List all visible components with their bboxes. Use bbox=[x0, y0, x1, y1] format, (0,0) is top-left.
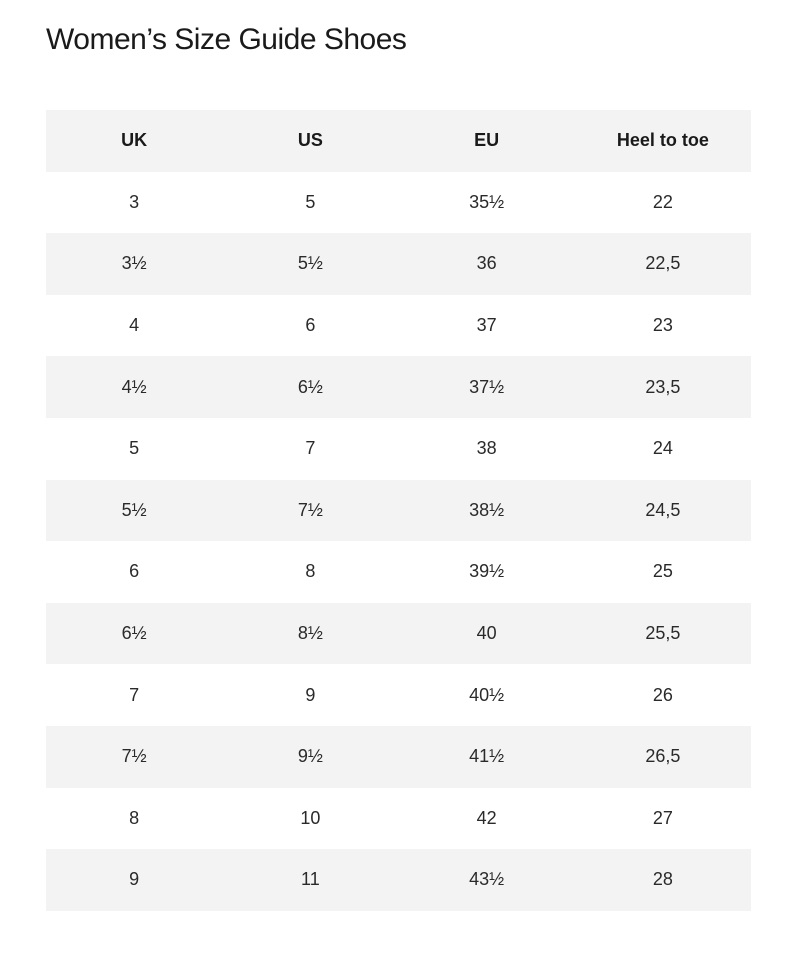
table-header bbox=[46, 110, 751, 172]
cell-eu: 43½ bbox=[469, 869, 505, 890]
table-body bbox=[46, 172, 751, 911]
cell-heel-to-toe: 27 bbox=[652, 807, 673, 828]
cell-us: 8½ bbox=[297, 623, 323, 644]
cell-eu: 38 bbox=[476, 438, 497, 459]
cell-uk: 6½ bbox=[121, 623, 147, 644]
cell-uk: 7½ bbox=[121, 746, 147, 767]
cell-eu: 37½ bbox=[469, 376, 505, 397]
cell-us: 7 bbox=[305, 438, 316, 459]
cell-us: 9 bbox=[305, 684, 316, 705]
table-row bbox=[46, 788, 751, 850]
cell-eu: 35½ bbox=[469, 191, 505, 212]
cell-heel-to-toe: 22 bbox=[652, 191, 673, 212]
size-guide-table bbox=[46, 110, 751, 911]
page-title: Women’s Size Guide Shoes bbox=[46, 23, 407, 56]
cell-heel-to-toe: 26,5 bbox=[645, 746, 681, 767]
table-row bbox=[46, 664, 751, 726]
cell-eu: 37 bbox=[476, 315, 497, 336]
table-row bbox=[46, 295, 751, 357]
table-row bbox=[46, 418, 751, 480]
cell-us: 8 bbox=[305, 561, 316, 582]
table-row bbox=[46, 849, 751, 911]
cell-uk: 5 bbox=[129, 438, 140, 459]
cell-uk: 9 bbox=[129, 869, 140, 890]
cell-uk: 6 bbox=[129, 561, 140, 582]
header-heel-to-toe: Heel to toe bbox=[616, 130, 709, 151]
cell-eu: 40½ bbox=[469, 684, 505, 705]
cell-heel-to-toe: 22,5 bbox=[645, 253, 681, 274]
table-row bbox=[46, 480, 751, 542]
cell-us: 5 bbox=[305, 191, 316, 212]
cell-heel-to-toe: 23,5 bbox=[645, 376, 681, 397]
cell-eu: 41½ bbox=[469, 746, 505, 767]
table-row bbox=[46, 172, 751, 234]
cell-eu: 36 bbox=[476, 253, 497, 274]
cell-us: 11 bbox=[301, 869, 320, 890]
cell-uk: 5½ bbox=[121, 499, 147, 520]
cell-uk: 7 bbox=[129, 684, 140, 705]
cell-uk: 8 bbox=[129, 807, 140, 828]
cell-heel-to-toe: 24,5 bbox=[645, 499, 681, 520]
header-uk: UK bbox=[121, 130, 148, 151]
cell-us: 10 bbox=[300, 807, 321, 828]
cell-uk: 3½ bbox=[121, 253, 147, 274]
cell-us: 6½ bbox=[297, 376, 323, 397]
cell-eu: 42 bbox=[476, 807, 497, 828]
cell-heel-to-toe: 23 bbox=[652, 315, 673, 336]
cell-heel-to-toe: 25,5 bbox=[645, 623, 681, 644]
header-us: US bbox=[297, 130, 323, 151]
cell-heel-to-toe: 28 bbox=[652, 869, 673, 890]
cell-heel-to-toe: 25 bbox=[652, 561, 673, 582]
cell-uk: 3 bbox=[129, 191, 140, 212]
cell-us: 6 bbox=[305, 315, 316, 336]
table-row bbox=[46, 541, 751, 603]
cell-eu: 40 bbox=[476, 623, 497, 644]
table-row bbox=[46, 603, 751, 665]
cell-uk: 4 bbox=[129, 315, 140, 336]
table-row bbox=[46, 726, 751, 788]
cell-us: 7½ bbox=[297, 499, 323, 520]
cell-us: 9½ bbox=[297, 746, 323, 767]
table-row bbox=[46, 356, 751, 418]
cell-heel-to-toe: 24 bbox=[652, 438, 673, 459]
cell-heel-to-toe: 26 bbox=[652, 684, 673, 705]
cell-eu: 39½ bbox=[469, 561, 505, 582]
cell-uk: 4½ bbox=[121, 376, 147, 397]
cell-us: 5½ bbox=[297, 253, 323, 274]
header-row bbox=[46, 110, 751, 172]
cell-eu: 38½ bbox=[469, 499, 505, 520]
header-eu: EU bbox=[474, 130, 500, 151]
table-row bbox=[46, 233, 751, 295]
